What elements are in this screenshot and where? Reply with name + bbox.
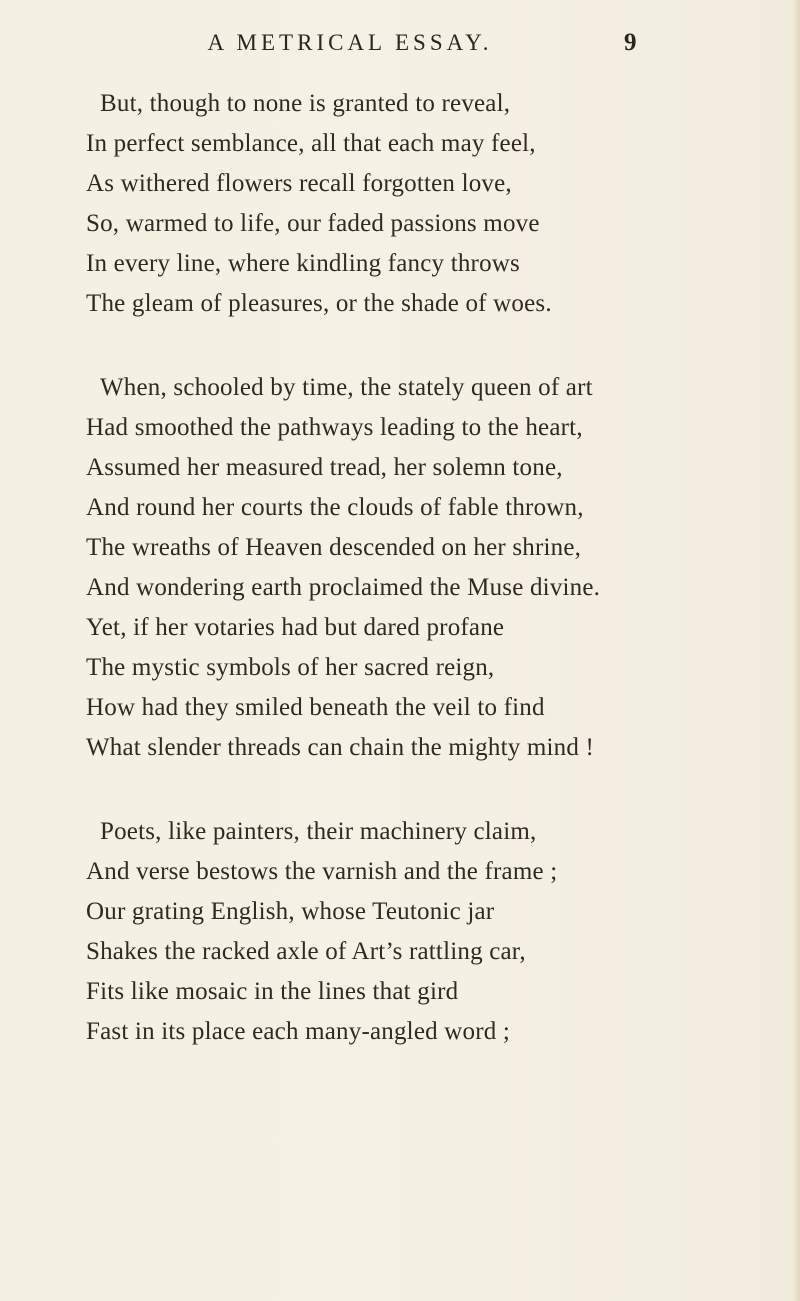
poem-line: As withered flowers recall forgotten love, (86, 170, 512, 197)
poem-line: In perfect semblance, all that each may feel, (86, 130, 536, 157)
poem-line: The gleam of pleasures, or the shade of woes. (86, 290, 552, 317)
poem-line: Fits like mosaic in the lines that gird (86, 978, 459, 1005)
poem-line: And wondering earth proclaimed the Muse divine. (86, 574, 601, 601)
stanza-3 (86, 812, 766, 1052)
poem-line: What slender threads can chain the mighty mind ! (86, 734, 595, 761)
running-title: A METRICAL ESSAY. (207, 30, 493, 55)
poem-line: And round her courts the clouds of fable thrown, (86, 494, 584, 521)
poem-line: So, warmed to life, our faded passions move (86, 210, 540, 237)
poem-line: The mystic symbols of her sacred reign, (86, 654, 495, 681)
poem-line: In every line, where kindling fancy throws (86, 250, 520, 277)
stanza-1 (86, 84, 766, 324)
poem-line: Our grating English, whose Teutonic jar (86, 898, 495, 925)
poem-line: Yet, if her votaries had but dared profane (86, 614, 505, 641)
poem-line: And verse bestows the varnish and the frame ; (86, 858, 558, 885)
stanza-2 (86, 368, 766, 768)
poem-line: But, though to none is granted to reveal, (100, 90, 511, 117)
poem-text (86, 84, 766, 1096)
poem-line: Shakes the racked axle of Art’s rattling car, (86, 938, 526, 965)
poem-line: Assumed her measured tread, her solemn tone, (86, 454, 563, 481)
page-header (0, 26, 800, 60)
poem-line: Had smoothed the pathways leading to the heart, (86, 414, 583, 441)
page-number: 9 (624, 29, 637, 56)
poem-line: Poets, like painters, their machinery claim, (100, 818, 537, 845)
poem-line: How had they smiled beneath the veil to find (86, 694, 545, 721)
page-edge-shadow (792, 0, 800, 1301)
poem-line: Fast in its place each many-angled word ; (86, 1018, 511, 1045)
poem-line: The wreaths of Heaven descended on her shrine, (86, 534, 582, 561)
poem-line: When, schooled by time, the stately queen of art (100, 374, 593, 401)
